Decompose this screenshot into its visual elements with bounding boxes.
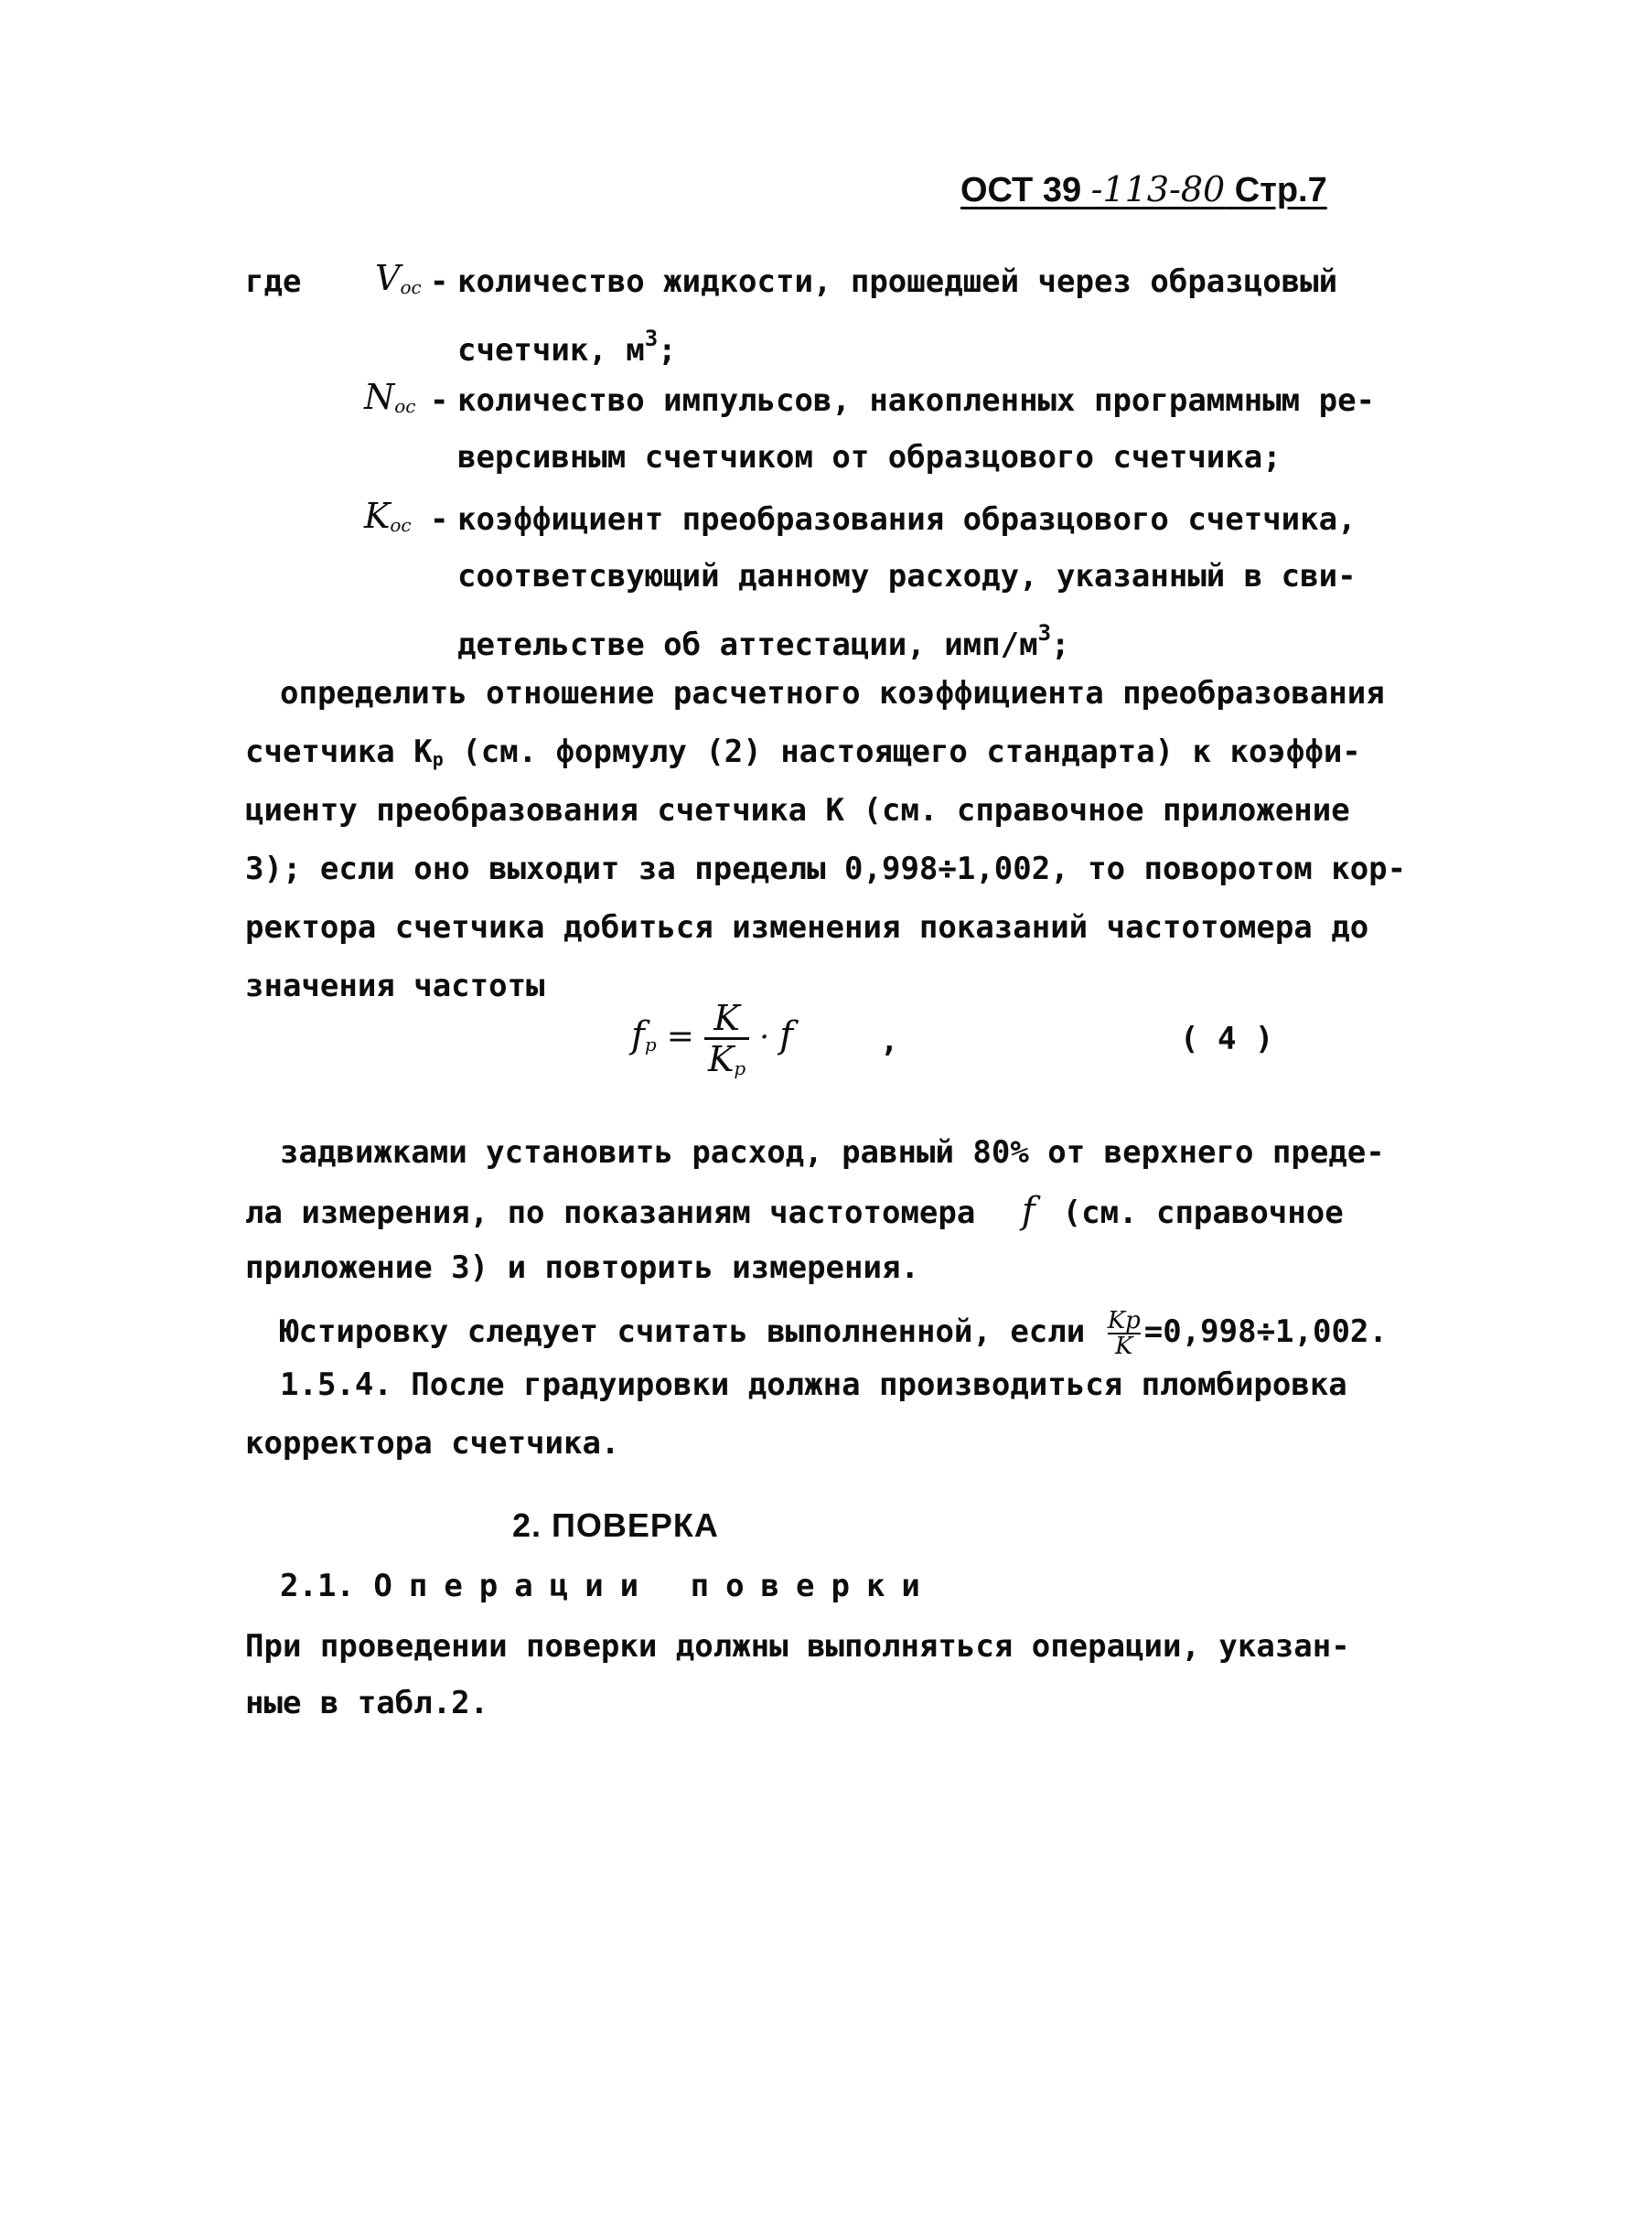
- paragraph-3: Юстировку следует считать выполненной, если $\frac{Kр}{K}$ =0,998÷1,002.: [280, 1306, 1388, 1360]
- legend-item-1-line-2: счетчик, $м^3$;: [457, 326, 677, 369]
- formula-numerator: K: [704, 999, 749, 1040]
- frequency-symbol: f: [1021, 1190, 1035, 1232]
- formula-dot: ·: [759, 1019, 770, 1056]
- paragraph-2-line-1: задвижками установить расход, равный 80% от верхнего преде-: [280, 1134, 1385, 1171]
- standard-number: -113-80: [1090, 169, 1226, 209]
- paragraph-1-line-4: 3); если оно выходит за пределы 0,998÷1,002, то поворотом кор-: [245, 851, 1407, 887]
- paragraph-1-line-5: ректора счетчика добиться изменения показаний частотомера до: [245, 909, 1369, 946]
- legend-item-1-line-1: количество жидкости, прошедшей через образцовый: [457, 263, 1338, 300]
- section-2-title: 2. ПОВЕРКА: [512, 1506, 719, 1544]
- section-2-1-heading: [280, 1568, 937, 1604]
- legend-item-3-line-1: коэффициент преобразования образцового счетчика,: [457, 501, 1357, 538]
- legend-item-3-line-2: соответсвующий данному расходу, указанный в сви-: [457, 558, 1357, 595]
- legend-dash-1: -: [430, 263, 449, 300]
- document-header: [960, 169, 1327, 210]
- formula-4: [631, 999, 906, 1099]
- page-number: Стр.7: [1234, 171, 1327, 209]
- formula-fraction: [704, 999, 749, 1088]
- formula-lhs: $f_p$: [631, 1014, 657, 1056]
- legend-dash-3: -: [430, 501, 449, 538]
- paragraph-2-line-2: ла измерения, по показаниям частотомера f (см. справочное: [245, 1190, 1344, 1232]
- ratio-fraction: $\frac{Kр}{K}$: [1107, 1306, 1141, 1360]
- formula-denominator: $K_p$: [707, 1039, 746, 1079]
- paragraph-1-line-3: циенту преобразования счетчика К (см. справочное приложение: [245, 792, 1350, 829]
- paragraph-4-line-2: корректора счетчика.: [245, 1425, 620, 1462]
- legend-item-3-line-3: детельстве об аттестации, имп/$м^3$;: [457, 620, 1070, 663]
- symbol-n-oc: $N_{ос}$: [364, 377, 416, 417]
- legend-dash-2: -: [430, 382, 449, 419]
- paragraph-1-line-2: счетчика $К_р$ (см. формулу (2) настоящего стандарта) к коэффи-: [245, 734, 1361, 770]
- symbol-v-oc: $V_{ос}$: [375, 258, 422, 298]
- formula-comma: ,: [880, 1023, 899, 1059]
- formula-number: ( 4 ): [1180, 1021, 1274, 1057]
- where-label: где: [245, 263, 302, 300]
- section-2-1-title: Операции поверки: [373, 1568, 937, 1604]
- formula-rhs: f: [779, 1014, 793, 1056]
- section-2-line-2: ные в табл.2.: [245, 1685, 489, 1721]
- paragraph-1-line-6: значения частоты: [245, 968, 545, 1004]
- symbol-k-oc: $K_{ос}$: [364, 496, 412, 536]
- section-2-1-number: 2.1.: [280, 1568, 355, 1604]
- standard-code: ОСТ 39: [960, 171, 1082, 209]
- legend-item-2-line-1: количество импульсов, накопленных программным ре-: [457, 382, 1376, 419]
- paragraph-2-line-3: приложение 3) и повторить измерения.: [245, 1249, 919, 1286]
- formula-equals: =: [666, 1018, 694, 1056]
- section-2-line-1: При проведении поверки должны выполняться операции, указан-: [245, 1628, 1350, 1665]
- paragraph-1-line-1: определить отношение расчетного коэффициента преобразования: [280, 675, 1385, 712]
- paragraph-4-line-1: 1.5.4. После градуировки должна производиться пломбировка: [280, 1366, 1347, 1403]
- legend-item-2-line-2: версивным счетчиком от образцового счетчика;: [457, 439, 1282, 476]
